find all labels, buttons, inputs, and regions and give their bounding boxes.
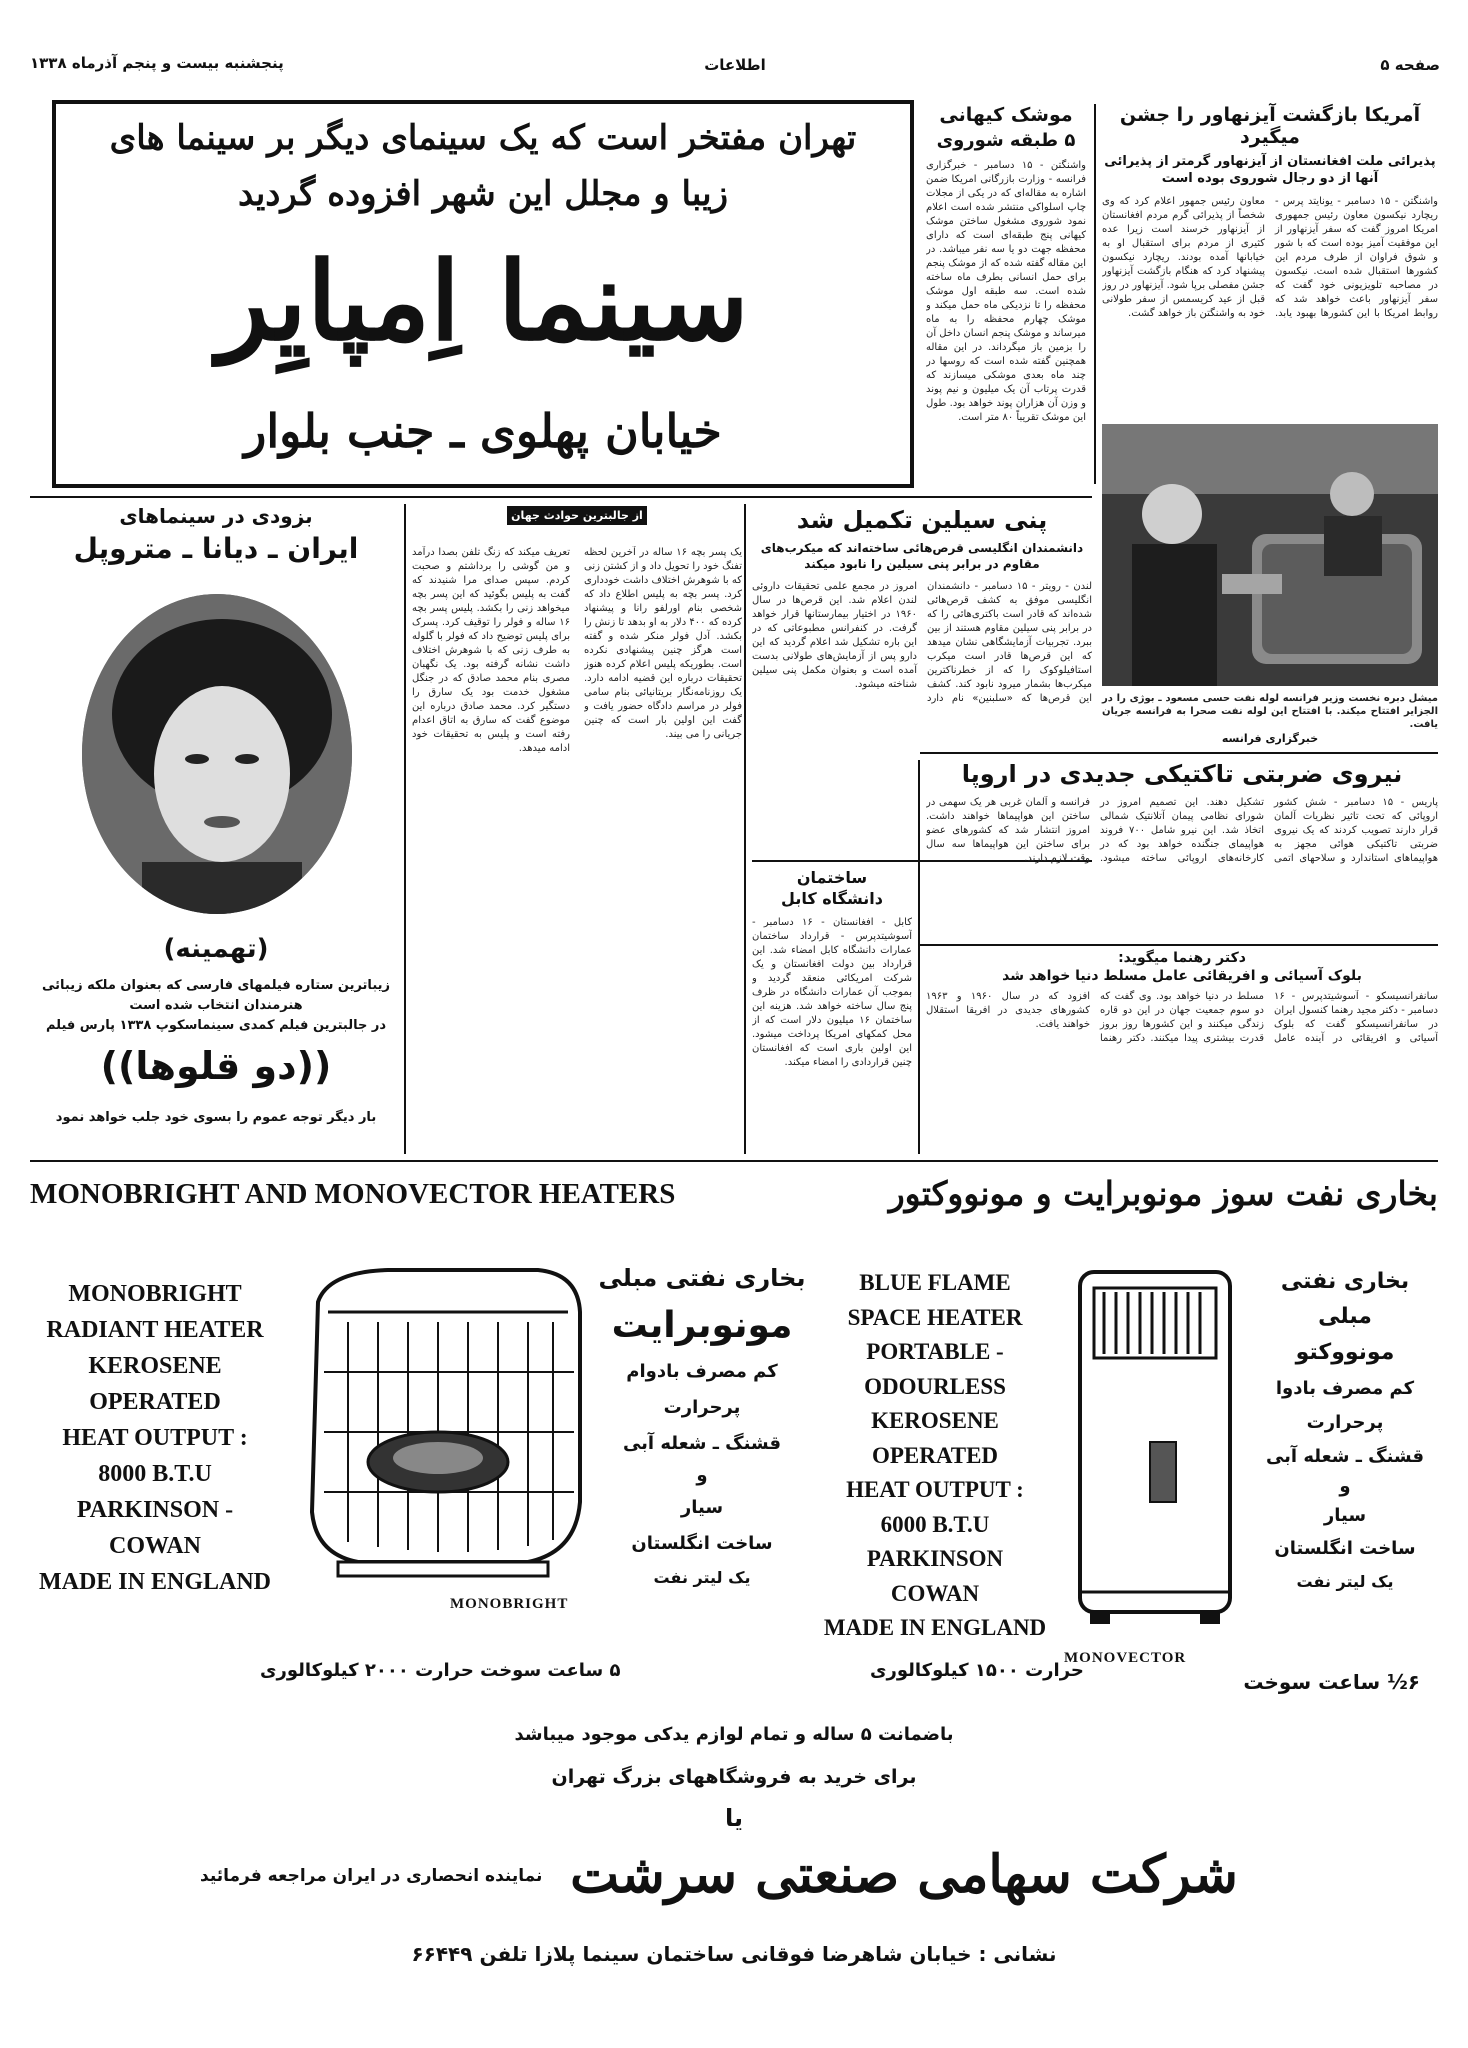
photo-caption-credit: خبرگزاری فرانسه bbox=[1221, 732, 1319, 745]
tactical-body: پاریس - ۱۵ دسامبر - شش کشور اروپائی که تحت تاثیر نظریات آلمان قرار دارند تصویب کردند که یک نیروی ضربتی تاکتیکی هوائی مجهز به هواپیماهای استاندارد و سلاحهای اتمی تشکیل دهند. این تصمیم امروز در شورای نظامی پیمان آتلانتیک شمالی اتخاذ شد. این نیرو شامل ۷۰۰ فروند هواپیمای جنگنده خواهد بود که در کارخانه‌های اروپائی ساخته میشود. فرانسه و آلمان غربی هر یک سهمی در ساختن این هواپیماها خواهند داشت. امروز انتشار شد که کشورهای عضو برای ساختن این هواپیماها سه سال وقت لازم دارند. bbox=[926, 797, 1438, 864]
promo-venues: ایران ـ دیانا ـ متروپل bbox=[73, 532, 359, 565]
monobright-label: MONOBRIGHT bbox=[450, 1596, 569, 1612]
monovector-illustration bbox=[1060, 1262, 1250, 1632]
spec-line: ساخت انگلستان bbox=[631, 1533, 773, 1554]
monovector-spec-fuel: ۶½ ساعت سوخت bbox=[1243, 1670, 1420, 1694]
kabul-article bbox=[752, 868, 912, 1154]
promo-desc3: در جالبترین فیلم کمدی سینماسکوپ ۱۳۳۸ پارس فیلم bbox=[45, 1018, 387, 1033]
spec-line: بخاری نفتی bbox=[1280, 1269, 1410, 1294]
promo-desc1: زیباترین ستاره فیلمهای فارسی که بعنوان ملکه زیبائی bbox=[41, 978, 390, 993]
spec-line: مبلی bbox=[1318, 1304, 1372, 1329]
heater-company: شرکت سهامی صنعتی سرشت bbox=[570, 1844, 1238, 1905]
heater-buy: برای خرید به فروشگاههای بزرگ تهران bbox=[551, 1766, 917, 1788]
monobright-spec-fa bbox=[590, 1258, 814, 1594]
heater-address: نشانی : خیابان شاهرضا فوقانی ساختمان سینما پلازا تلفن ۶۶۴۴۹ bbox=[411, 1942, 1057, 1966]
promo-tag: بار دیگر توجه عموم را بسوی خود جلب خواهد نمود bbox=[55, 1110, 377, 1125]
masthead-date: پنجشنبه بیست و پنجم آذرماه ۱۳۳۸ bbox=[30, 54, 284, 72]
kabul-title1: ساختمان bbox=[796, 868, 868, 887]
bloc-title: دکتر رهنما میگوید: bbox=[1118, 950, 1246, 966]
spec-line: PORTABLE - bbox=[866, 1339, 1004, 1364]
tactical-title: نیروی ضربتی تاکتیکی جدیدی در اروپا bbox=[961, 760, 1403, 788]
spec-line: PARKINSON - bbox=[76, 1497, 234, 1523]
heater-header-fa: بخاری نفت سوز مونوبرایت و مونووکتور bbox=[888, 1174, 1438, 1213]
oddities-label: از جالبترین حوادث جهان bbox=[507, 506, 647, 525]
divider bbox=[1094, 104, 1096, 484]
cinema-address: خیابان پهلوی ـ جنب بلوار bbox=[244, 404, 722, 458]
eisenhower-article bbox=[1102, 104, 1438, 416]
spec-line: OPERATED bbox=[871, 1442, 999, 1468]
star-portrait bbox=[82, 594, 352, 914]
spec-line: کم مصرف بادوام bbox=[626, 1361, 778, 1382]
heater-or: یا bbox=[724, 1804, 744, 1832]
spec-line: یک لیتر نفت bbox=[653, 1568, 751, 1587]
oddities-col-b: تعریف میکند که زنگ تلفن بصدا درآمد و من گوشی را برداشتم و صحبت کردم. سپس صدای مرا شنیدند که گفت به پلیس بگوئید که این پسر بچه میخواهد زنی را بکشد. پلیس پسر بچه ۱۶ ساله و فولر را توقیف کرد. پسرک برای پلیس توضیح داد که فولر با گلوله به طرف زنی که با شوهرش اختلاف داشت نشانه گرفته بود. یک نگهبان مصری بنام محمد صادق که در جنگل مشغول خدمت بود یک سارق را دستگیر کرد. محمد صادق درباره این موضوع گفت که سارق به اتاق اعدام رفته است و پلیس به تحقیقات خود ادامه میدهد. bbox=[412, 547, 570, 754]
oddities-col-a: یک پسر بچه ۱۶ ساله در آخرین لحظه تفنگ خود را تحویل داد و از کشتن زنی که با شوهرش اختلاف داشت خودداری کرد. پسر بچه به پلیس اطلاع داد که شخصی بنام اورلفو رانا و پیشنهاد کرده که ۴۰۰ دلار به او بدهد تا زنش را بکشد. آدل فولر منکر شده و گفته است هرگز چنین پیشنهادی نکرده است. بطوریکه پلیس اعلام کرده هنوز تحقیقات درباره این قضیه ادامه دارد. یک روزنامه‌نگار بریتانیائی بنام سامی فولر در مراسم دادگاه حضور یافت و گفت این اولین بار است که چنین جریانی را می بیند. bbox=[584, 547, 742, 740]
monovector-label: MONOVECTOR bbox=[1064, 1650, 1187, 1666]
spec-line: SPACE HEATER bbox=[847, 1304, 1023, 1330]
heater-agent: نماینده انحصاری در ایران مراجعه فرمائید bbox=[200, 1866, 543, 1886]
penicillin-title: پنی سیلین تکمیل شد bbox=[796, 506, 1048, 534]
spec-line: کم مصرف بادوا bbox=[1275, 1378, 1415, 1399]
promo-star: (تهمینه) bbox=[163, 934, 269, 964]
cinema-name: سینما اِمپایِر bbox=[217, 239, 749, 365]
monobright-heater-image bbox=[288, 1262, 588, 1592]
monobright-spec-en bbox=[30, 1276, 280, 1600]
spec-line: و bbox=[696, 1465, 708, 1486]
heater-ad bbox=[30, 1166, 1438, 2036]
spec-line: OPERATED bbox=[89, 1389, 221, 1415]
spec-line: 8000 B.T.U bbox=[98, 1461, 212, 1487]
promo-soon: بزودی در سینماهای bbox=[119, 504, 313, 528]
cinema-ad-line1: تهران مفتخر است که یک سینمای دیگر بر سینما های bbox=[109, 118, 857, 158]
spec-line: یک لیتر نفت bbox=[1296, 1572, 1394, 1591]
spec-line: MADE IN ENGLAND bbox=[38, 1569, 271, 1595]
bloc-body: سانفرانسیسکو - آسوشیتدپرس - ۱۶ دسامبر - دکتر مجید رهنما کنسول ایران در سانفرانسیسکو گفت که بلوک آسیائی و افریقائی در آینده عامل مسلط در دنیا خواهد بود. وی گفت که دو سوم جمعیت جهان در این دو قاره زندگی میکنند و این کشورها روز بروز قدرت بیشتری پیدا میکنند. دکتر رهنما افزود که در سال ۱۹۶۰ و ۱۹۶۳ کشورهای جدیدی در افریقا استقلال خواهند یافت. bbox=[926, 991, 1438, 1044]
spec-line: KEROSENE bbox=[871, 1408, 999, 1433]
spec-line: ساخت انگلستان bbox=[1274, 1538, 1416, 1559]
masthead-page: صفحه ۵ bbox=[1380, 56, 1440, 74]
spec-line: قشنگ ـ شعله آبی bbox=[1265, 1446, 1425, 1467]
spec-line: مونووکتو bbox=[1295, 1340, 1395, 1365]
spec-line: RADIANT HEATER bbox=[46, 1317, 264, 1343]
spec-line: 6000 B.T.U bbox=[880, 1511, 990, 1537]
promo-desc2: هنرمندان انتخاب شده است bbox=[129, 998, 303, 1013]
spec-line: MADE IN ENGLAND bbox=[823, 1615, 1047, 1640]
spec-line: ODOURLESS bbox=[864, 1373, 1006, 1399]
eisenhower-subtitle: پذیرائی ملت افغانستان از آیزنهاور گرمتر از پذیرائی آنها از دو رجال شوروی بوده است bbox=[1104, 154, 1436, 186]
penicillin-body: لندن - رویتر - ۱۵ دسامبر - دانشمندان انگلیسی موفق به کشف قرص‌هائی شده‌اند که قادر است باکتری‌هائی را که در برابر پنی سیلین مقاوم هستند از بین ببرد. تجربیات آزمایشگاهی نشان میدهد که این قرص‌ها قادر است میکرب استافیلوکوک را که از خطرناکترین میکرب‌ها بشمار میرود نابود کند. کشف این قرص‌ها که «سلبنین» نام دارد امروز در مجمع علمی تحقیقات داروئی لندن اعلام شد. این قرص‌ها در سال ۱۹۶۰ در اختیار بیمارستانها قرار خواهد گرفت. در کنفرانس مطبوعاتی که در این باره تشکیل شد اعلام گردید که این دارو پس از آزمایش‌های طولانی بدست آمده است و بعنوان مکمل پنی سیلین شناخته میشود. bbox=[752, 581, 1092, 704]
cinema-ad-line2: زیبا و مجلل این شهر افزوده گردید bbox=[237, 174, 729, 214]
eisenhower-body: واشنگتن - ۱۵ دسامبر - یونایتد پرس - ریچارد نیکسون معاون رئیس جمهوری امریکا امروز گفت که سفر آیزنهاور از این موفقیت آمیز بوده است که با شور و شوق فراوان از طرف مردم این کشورها استقبال شده است. نیکسون در مصاحبه تلویزیونی خود گفت که سفر آیزنهاور باعث خواهد شد که روابط امریکا با این کشورها بهبود یابد. معاون رئیس جمهور اعلام کرد که وی شخصاً از پذیرائی گرم مردم افغانستان از آیزنهاور خرسند است زیرا عده کثیری از مردم برای استقبال او به خیابانها آمده بودند. ریچارد نیکسون پیشنهاد کرد که هنگام بازگشت آیزنهاور جشن مفصلی برپا شود. آیزنهاور در روز قبل از عید کریسمس از سفر طولانی خود به واشنگتن باز خواهد گشت. bbox=[1102, 196, 1438, 319]
spec-line: BLUE FLAME bbox=[859, 1270, 1011, 1295]
missile-body: واشنگتن - ۱۵ دسامبر - خبرگزاری فرانسه - وزارت بازرگانی امریکا ضمن اشاره به مقاله‌ای که در یکی از مجلات چاپ اسلواکی منتشر شده است اعلام نمود شوروی مشغول ساختن موشک کیهانی پنج طبقه‌ای است که دارای محفظه جهت دو یا سه نفر میباشد. در این مقاله گفته شده که از موشک پنجم برای حمل انسانی بطرف ماه ساخته شده است. سه طبقه اول موشک محفظه را تا نزدیکی ماه حمل میکند و موشک چهارم محفظه را به ماه میرساند و موشک پنجم انسان داخل آن را بزمین باز میگرداند. در این مقاله همچنین گفته شده است که روسها در چند ماه بعدی موشکی میسازند که قدرت پرتاب آن یک میلیون و نیم پوند و وزن آن هزاران پوند خواهد بود. طول این موشک تقریباً ۸۰ متر است. bbox=[926, 160, 1086, 423]
monobright-illustration bbox=[288, 1262, 588, 1592]
masthead-paper: اطلاعات bbox=[704, 56, 766, 74]
spec-line: سیار bbox=[1323, 1505, 1367, 1526]
divider bbox=[918, 760, 920, 1154]
photo-caption bbox=[1102, 692, 1438, 744]
monovector-spec-fa bbox=[1252, 1264, 1438, 1598]
spec-line: HEAT OUTPUT : bbox=[846, 1477, 1024, 1502]
spec-line: COWAN bbox=[108, 1533, 201, 1559]
spec-line: COWAN bbox=[890, 1580, 980, 1606]
cinema-ad bbox=[52, 100, 914, 488]
spec-line: و bbox=[1339, 1476, 1351, 1497]
spec-line: قشنگ ـ شعله آبی bbox=[622, 1433, 782, 1454]
star-portrait-image bbox=[82, 594, 352, 914]
news-photo bbox=[1102, 424, 1438, 686]
oddities-article bbox=[412, 506, 742, 1154]
missile-article bbox=[926, 104, 1086, 484]
bloc-subtitle: بلوک آسیائی و افریقائی عامل مسلط دنیا خواهد شد bbox=[1002, 968, 1362, 984]
divider bbox=[30, 1160, 1438, 1162]
spec-line: MONOBRIGHT bbox=[68, 1281, 242, 1307]
news-photo-image bbox=[1102, 424, 1438, 686]
missile-title1: موشک کیهانی bbox=[939, 104, 1073, 126]
spec-line: PARKINSON bbox=[866, 1546, 1004, 1571]
monovector-spec-en bbox=[820, 1266, 1050, 1646]
cinemas-promo bbox=[30, 504, 402, 1156]
monovector-spec-heat: حرارت ۱۵۰۰ کیلوکالوری bbox=[870, 1660, 1084, 1681]
spec-line: KEROSENE bbox=[88, 1353, 222, 1379]
eisenhower-title: آمریکا بازگشت آیزنهاور را جشن میگیرد bbox=[1119, 104, 1421, 148]
divider bbox=[404, 504, 406, 1154]
divider bbox=[920, 752, 1438, 754]
spec-line: پرحرارت bbox=[663, 1397, 741, 1418]
spec-line: مونوبرایت bbox=[611, 1305, 793, 1346]
spec-line: بخاری نفتی مبلی bbox=[598, 1264, 806, 1292]
divider bbox=[744, 504, 746, 1154]
divider bbox=[920, 944, 1438, 946]
missile-title2: ۵ طبقه شوروی bbox=[936, 130, 1076, 151]
promo-film: ((دو قلوها)) bbox=[100, 1044, 332, 1088]
tactical-article bbox=[926, 760, 1438, 940]
kabul-title2: دانشگاه کابل bbox=[781, 889, 883, 908]
divider bbox=[30, 496, 1092, 498]
monovector-heater-image bbox=[1060, 1262, 1250, 1632]
bloc-article bbox=[926, 950, 1438, 1154]
monobright-spec-heat: ۵ ساعت سوخت حرارت ۲۰۰۰ کیلوکالوری bbox=[260, 1660, 621, 1681]
penicillin-subtitle: دانشمندان انگلیسی قرص‌هائی ساخته‌اند که میکرب‌های مقاوم در برابر پنی سیلین را نابود میکند bbox=[760, 541, 1084, 571]
spec-line: HEAT OUTPUT : bbox=[62, 1425, 248, 1451]
kabul-body: کابل - افغانستان - ۱۶ دسامبر - آسوشیتدپرس - قرارداد ساختمان عمارات دانشگاه کابل امضاء شد. این قرارداد بین دولت افغانستان و یک شرکت امریکائی منعقد گردید و بموجب آن عمارات دانشگاه در ظرف پنج سال ساخته خواهد شد. هزینه این ساختمان ۱۶ میلیون دلار است که از محل کمکهای امریکا پرداخت میشود. این اولین باری است که افغانستان چنین قراردادی را امضاء میکند. bbox=[752, 917, 912, 1068]
heater-header-en: MONOBRIGHT AND MONOVECTOR HEATERS bbox=[30, 1178, 676, 1210]
photo-caption-text: میشل دبره نخست وزیر فرانسه لوله نفت حسی مسعود ـ بوژی را در الجزایر افتتاح میکند. با افتتاح این لوله نفت صحرا به فرانسه جریان یافت. bbox=[1102, 693, 1438, 730]
spec-line: پرحرارت bbox=[1306, 1412, 1384, 1433]
masthead bbox=[30, 50, 1440, 90]
heater-warranty: باضمانت ۵ ساله و تمام لوازم یدکی موجود میباشد bbox=[514, 1724, 954, 1745]
spec-line: سیار bbox=[680, 1497, 724, 1518]
